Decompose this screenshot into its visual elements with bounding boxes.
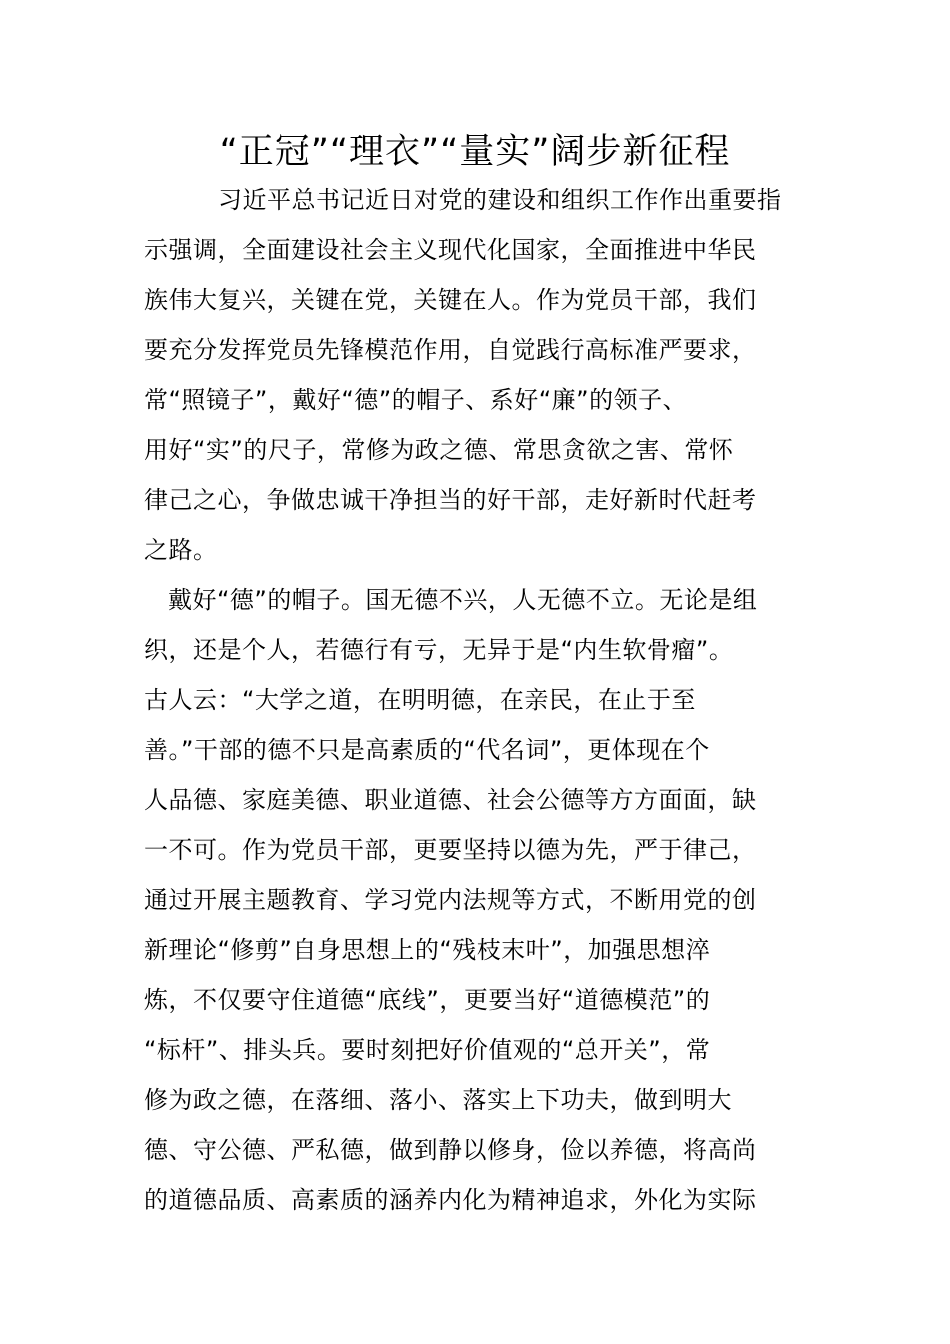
text-line: 之路。 <box>144 536 218 564</box>
text-line: 习近平总书记近日对党的建设和组织工作作出重要指 <box>218 186 782 214</box>
text-line: 一不可。作为党员干部，更要坚持以德为先，严于律己， <box>144 836 757 864</box>
text-line: 用好“实”的尺子，常修为政之德、常思贪欲之害、常怀 <box>144 436 734 464</box>
text-line: 新理论“修剪”自身思想上的“残枝末叶”，加强思想淬 <box>144 936 711 964</box>
text-line: 古人云：“大学之道，在明明德，在亲民，在止于至 <box>144 686 696 714</box>
text-line: 常“照镜子”，戴好“德”的帽子、系好“廉”的领子、 <box>144 386 688 414</box>
text-line: 的道德品质、高素质的涵养内化为精神追求，外化为实际 <box>144 1186 757 1214</box>
text-line: 善。”干部的德不只是高素质的“代名词”，更体现在个 <box>144 736 710 764</box>
text-line: 通过开展主题教育、学习党内法规等方式，不断用党的创 <box>144 886 757 914</box>
text-line: 德、守公德、严私德，做到静以修身，俭以养德，将高尚 <box>144 1136 757 1164</box>
text-line: 律己之心，争做忠诚干净担当的好干部，走好新时代赶考 <box>144 486 757 514</box>
text-line: 族伟大复兴，关键在党，关键在人。作为党员干部，我们 <box>144 286 757 314</box>
text-line: “标杆”、排头兵。要时刻把好价值观的“总开关”，常 <box>144 1036 711 1064</box>
text-line: 要充分发挥党员先锋模范作用，自觉践行高标准严要求， <box>144 336 757 364</box>
text-line: 炼，不仅要守住道德“底线”，更要当好“道德模范”的 <box>144 986 711 1014</box>
text-line: 示强调，全面建设社会主义现代化国家，全面推进中华民 <box>144 236 757 264</box>
text-line: 人品德、家庭美德、职业道德、社会公德等方方面面，缺 <box>144 786 757 814</box>
document-title: “正冠”“理衣”“量实”阔步新征程 <box>219 132 731 172</box>
text-line: 织，还是个人，若德行有亏，无异于是“内生软骨瘤”。 <box>144 636 734 664</box>
text-line: 戴好“德”的帽子。国无德不兴，人无德不立。无论是组 <box>168 586 758 614</box>
text-line: 修为政之德，在落细、落小、落实上下功夫，做到明大 <box>144 1086 732 1114</box>
